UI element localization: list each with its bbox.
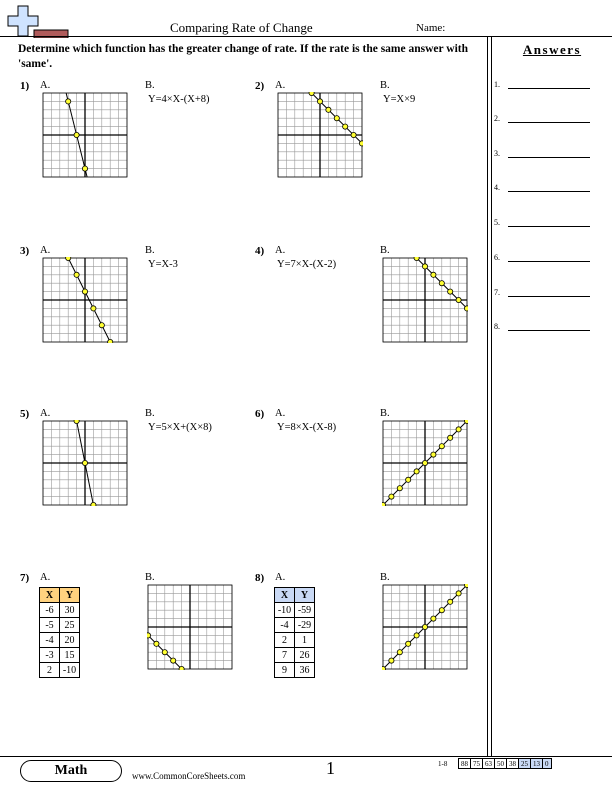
answer-number: 7.	[494, 288, 500, 297]
part-b-label: B.	[145, 245, 155, 256]
plot-point	[343, 124, 348, 129]
score-cell: 88	[459, 759, 471, 769]
score-cell: 25	[519, 759, 531, 769]
part-b-equation: Y=5×X+(X×8)	[148, 422, 212, 433]
table-cell: -4	[40, 633, 60, 648]
table-cell: 15	[60, 648, 80, 663]
table-cell: 7	[275, 648, 295, 663]
plot-point	[82, 460, 87, 465]
part-b-equation: Y=4×X-(X+8)	[148, 94, 210, 105]
answer-line[interactable]	[508, 122, 590, 123]
table-header: Y	[295, 588, 315, 603]
xy-table	[39, 587, 80, 678]
problem-number: 1)	[20, 80, 30, 92]
table-header: X	[40, 588, 60, 603]
answer-line[interactable]	[508, 296, 590, 297]
plot-point	[448, 289, 453, 294]
part-b-equation: Y=X-3	[148, 259, 178, 270]
plot-point	[431, 452, 436, 457]
plot-point	[326, 107, 331, 112]
part-b-label: B.	[380, 245, 390, 256]
score-cell: 0	[543, 759, 552, 769]
plot-point	[147, 633, 151, 638]
plot-point	[456, 297, 461, 302]
table-cell: -6	[40, 603, 60, 618]
plot-point	[389, 658, 394, 663]
answer-line[interactable]	[508, 226, 590, 227]
problem-number: 3)	[20, 245, 30, 257]
table-cell: 36	[295, 663, 315, 678]
coordinate-grid	[277, 92, 363, 178]
part-a-equation: Y=7×X-(X-2)	[277, 259, 337, 270]
plot-point	[382, 502, 386, 506]
coordinate-grid	[382, 584, 468, 670]
score-cell: 75	[471, 759, 483, 769]
plot-point	[397, 486, 402, 491]
plot-point	[456, 591, 461, 596]
part-b-label: B.	[380, 408, 390, 419]
table-cell: 30	[60, 603, 80, 618]
subject-badge: Math	[20, 760, 122, 782]
score-cell: 63	[483, 759, 495, 769]
answer-row	[494, 218, 604, 227]
plot-point	[431, 272, 436, 277]
part-b-equation: Y=X×9	[383, 94, 416, 105]
score-range-label: 1-8	[438, 760, 448, 768]
coordinate-grid	[42, 92, 128, 178]
part-a-equation: Y=8×X-(X-8)	[277, 422, 337, 433]
score-cell: 13	[531, 759, 543, 769]
plot-point	[317, 99, 322, 104]
plot-point	[82, 289, 87, 294]
table-cell: -5	[40, 618, 60, 633]
part-a-label: A.	[40, 572, 51, 583]
part-a-label: A.	[275, 80, 286, 91]
table-cell: -10	[275, 603, 295, 618]
coordinate-grid	[147, 584, 233, 670]
plot-point	[464, 306, 468, 311]
answer-row	[494, 322, 604, 331]
part-a-label: A.	[40, 245, 51, 256]
plot-point	[422, 460, 427, 465]
part-b-label: B.	[145, 572, 155, 583]
plot-point	[66, 257, 71, 261]
answer-row	[494, 253, 604, 262]
coordinate-grid	[382, 257, 468, 343]
plot-point	[406, 641, 411, 646]
page-number: 1	[326, 758, 335, 778]
instructions: Determine which function has the greater change of rate. If the rate is the same answer with 'same'.	[18, 43, 469, 70]
plot-point	[334, 116, 339, 121]
part-a-label: A.	[275, 572, 286, 583]
plot-point	[74, 272, 79, 277]
answer-row	[494, 149, 604, 158]
logo-icon	[4, 4, 70, 38]
plot-point	[309, 92, 314, 96]
table-cell: 25	[60, 618, 80, 633]
problem-number: 5)	[20, 408, 30, 420]
part-a-label: A.	[275, 245, 286, 256]
plot-point	[439, 444, 444, 449]
answer-line[interactable]	[508, 330, 590, 331]
plot-point	[91, 306, 96, 311]
problem-number: 7)	[20, 572, 30, 584]
problem-number: 2)	[255, 80, 265, 92]
site-url: www.CommonCoreSheets.com	[132, 771, 246, 781]
table-cell: -10	[60, 663, 80, 678]
table-cell: 9	[275, 663, 295, 678]
part-b-label: B.	[145, 408, 155, 419]
plot-point	[448, 435, 453, 440]
plot-point	[382, 666, 386, 670]
score-cell: 38	[507, 759, 519, 769]
part-a-label: A.	[40, 408, 51, 419]
answer-number: 2.	[494, 114, 500, 123]
table-header: X	[275, 588, 295, 603]
header-divider	[0, 36, 612, 37]
plot-point	[82, 166, 87, 171]
plot-point	[154, 641, 159, 646]
plot-point	[464, 420, 468, 424]
plot-point	[414, 469, 419, 474]
answer-number: 8.	[494, 322, 500, 331]
xy-table	[274, 587, 315, 678]
answer-row	[494, 80, 604, 89]
table-cell: 26	[295, 648, 315, 663]
table-cell: -59	[295, 603, 315, 618]
answer-number: 4.	[494, 183, 500, 192]
table-cell: -4	[275, 618, 295, 633]
answer-number: 1.	[494, 80, 500, 89]
coordinate-grid	[382, 420, 468, 506]
part-b-label: B.	[145, 80, 155, 91]
name-label: Name:	[416, 22, 446, 34]
answers-divider	[487, 36, 492, 756]
table-cell: 2	[275, 633, 295, 648]
score-table	[458, 758, 552, 769]
plot-point	[439, 281, 444, 286]
plot-point	[414, 257, 419, 261]
plot-point	[99, 323, 104, 328]
table-cell: 20	[60, 633, 80, 648]
plot-point	[414, 633, 419, 638]
plot-point	[456, 427, 461, 432]
problem-number: 4)	[255, 245, 265, 257]
plot-point	[74, 420, 79, 424]
answer-line[interactable]	[508, 191, 590, 192]
part-b-label: B.	[380, 80, 390, 91]
answers-title: Answers	[522, 42, 582, 57]
plot-point	[397, 650, 402, 655]
plot-point	[91, 502, 96, 506]
answer-row	[494, 183, 604, 192]
answer-line[interactable]	[508, 88, 590, 89]
part-b-label: B.	[380, 572, 390, 583]
score-cell: 50	[495, 759, 507, 769]
answer-number: 6.	[494, 253, 500, 262]
answer-number: 5.	[494, 218, 500, 227]
plot-point	[171, 658, 176, 663]
problem-number: 6)	[255, 408, 265, 420]
page-title: Comparing Rate of Change	[170, 20, 313, 35]
plot-point	[359, 141, 363, 146]
plot-point	[439, 608, 444, 613]
coordinate-grid	[42, 420, 128, 506]
table-header: Y	[60, 588, 80, 603]
answer-line[interactable]	[508, 261, 590, 262]
table-cell: -3	[40, 648, 60, 663]
answer-row	[494, 114, 604, 123]
table-cell: -29	[295, 618, 315, 633]
table-cell: 2	[40, 663, 60, 678]
plot-point	[74, 132, 79, 137]
plot-point	[431, 616, 436, 621]
plot-point	[66, 99, 71, 104]
answer-row	[494, 288, 604, 297]
plot-point	[389, 494, 394, 499]
plot-point	[448, 599, 453, 604]
coordinate-grid	[42, 257, 128, 343]
answer-line[interactable]	[508, 157, 590, 158]
plot-point	[422, 264, 427, 269]
footer-divider	[0, 756, 612, 757]
plot-point	[422, 624, 427, 629]
problem-number: 8)	[255, 572, 265, 584]
plot-point	[162, 650, 167, 655]
plot-point	[351, 132, 356, 137]
answer-number: 3.	[494, 149, 500, 158]
part-a-label: A.	[275, 408, 286, 419]
plot-point	[406, 477, 411, 482]
plot-point	[464, 584, 468, 588]
part-a-label: A.	[40, 80, 51, 91]
plot-point	[179, 666, 184, 670]
plot-point	[108, 339, 113, 343]
table-cell: 1	[295, 633, 315, 648]
